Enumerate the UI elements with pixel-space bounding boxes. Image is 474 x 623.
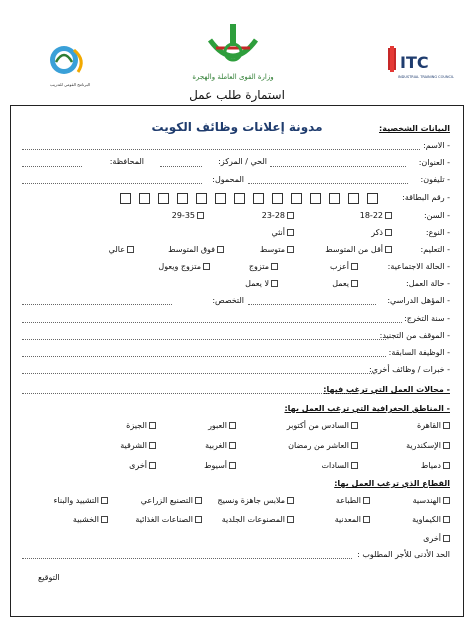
section-regions: - المناطق الجغرافية التي ترغب العمل بها:	[284, 404, 450, 413]
region-option[interactable]: العبور	[208, 421, 236, 430]
program-logo-caption: البرنامج القومي للتدريب	[49, 82, 91, 87]
id-digit-box[interactable]	[215, 193, 226, 204]
experience-label: - خبرات / وظائف أخري:	[369, 365, 450, 374]
experience-field[interactable]	[22, 373, 374, 374]
mobile-field[interactable]	[22, 183, 202, 184]
phone-label: - تليفون:	[420, 175, 450, 184]
specialization-field[interactable]	[22, 304, 172, 305]
svg-text:وزارة القوى العاملة والهجرة: وزارة القوى العاملة والهجرة	[192, 73, 274, 81]
region-option[interactable]: أخرى	[129, 461, 156, 470]
svg-text:ITC: ITC	[400, 53, 429, 72]
itc-logo	[386, 44, 458, 84]
sector-option[interactable]: التصنيع الزراعي	[141, 496, 202, 505]
marital-option-1[interactable]: أعزب	[330, 262, 358, 271]
age-label: - السن:	[423, 211, 450, 220]
sector-option[interactable]: الخشبية	[73, 515, 108, 524]
program-logo	[42, 40, 98, 86]
id-digit-box[interactable]	[234, 193, 245, 204]
id-digit-box[interactable]	[196, 193, 207, 204]
id-digit-box[interactable]	[272, 193, 283, 204]
svg-text:INDUSTRIAL TRAINING COUNCIL: INDUSTRIAL TRAINING COUNCIL	[398, 75, 454, 79]
previous-job-label: - الوظيفة السابقة:	[388, 348, 450, 357]
mobile-label: المحمول:	[212, 175, 244, 184]
ministry-logo	[192, 22, 274, 84]
id-digit-box[interactable]	[310, 193, 321, 204]
sector-option[interactable]: الطباعة	[336, 496, 370, 505]
qualification-label: - المؤهل الدراسي:	[387, 296, 450, 305]
form-subtitle: مدونة إعلانات وظائف الكويت	[151, 120, 323, 134]
military-label: - الموقف من التجنيد:	[379, 331, 450, 340]
region-option[interactable]: السادات	[321, 461, 358, 470]
name-label: - الاسم:	[423, 141, 450, 150]
page-title: استمارة طلب عمل	[189, 88, 285, 102]
previous-job-field[interactable]	[22, 356, 386, 357]
marital-option-2[interactable]: متزوج	[249, 262, 278, 271]
signature-label: التوقيع	[38, 573, 60, 582]
grad-year-label: - سنة التخرج:	[404, 314, 450, 323]
id-digit-box[interactable]	[348, 193, 359, 204]
work-status-label: - حالة العمل:	[406, 279, 450, 288]
name-field[interactable]	[22, 149, 420, 150]
id-digit-box[interactable]	[253, 193, 264, 204]
region-option[interactable]: دمياط	[421, 461, 450, 470]
education-option-1[interactable]: أقل من المتوسط	[325, 245, 392, 254]
education-option-4[interactable]: عالي	[109, 245, 134, 254]
sector-option[interactable]: المعدنية	[335, 515, 370, 524]
min-wage-label: الحد الأدنى للأجر المطلوب :	[357, 550, 450, 559]
district-field[interactable]	[160, 166, 202, 167]
section-personal: البيانات الشخصية:	[379, 124, 450, 133]
grad-year-field[interactable]	[22, 322, 402, 323]
work-option-2[interactable]: لا يعمل	[245, 279, 278, 288]
sector-option[interactable]: أخرى	[423, 534, 450, 543]
district-label: الحي / المركز:	[218, 157, 267, 166]
id-digit-box[interactable]	[367, 193, 378, 204]
region-option[interactable]: الجيزة	[126, 421, 156, 430]
work-option-1[interactable]: يعمل	[332, 279, 358, 288]
region-option[interactable]: القاهرة	[417, 421, 450, 430]
section-fields: - مجالات العمل التي ترغب فيها:	[323, 385, 450, 394]
phone-field[interactable]	[248, 183, 408, 184]
education-label: - التعليم:	[420, 245, 450, 254]
region-option[interactable]: الشرقية	[120, 441, 156, 450]
sector-option[interactable]: الهندسية	[413, 496, 450, 505]
age-option-2[interactable]: 23-28	[262, 211, 294, 220]
sector-option[interactable]: الكيماوية	[412, 515, 450, 524]
sector-option[interactable]: ملابس جاهزة ونسيج	[217, 496, 294, 505]
section-sector: القطاع الذي ترغب العمل بها:	[334, 479, 450, 488]
region-option[interactable]: أسيوط	[204, 461, 236, 470]
military-field[interactable]	[22, 339, 386, 340]
education-option-3[interactable]: فوق المتوسط	[168, 245, 224, 254]
sector-option[interactable]: التشييد والبناء	[54, 496, 108, 505]
sector-option[interactable]: المصنوعات الجلدية	[222, 515, 294, 524]
age-option-3[interactable]: 29-35	[172, 211, 204, 220]
region-option[interactable]: العاشر من رمضان	[288, 441, 358, 450]
region-option[interactable]: الغربية	[205, 441, 236, 450]
marital-option-3[interactable]: متزوج ويعول	[158, 262, 210, 271]
governorate-field[interactable]	[22, 166, 82, 167]
id-digit-box[interactable]	[291, 193, 302, 204]
gender-label: - النوع:	[425, 228, 450, 237]
governorate-label: المحافظة:	[109, 157, 144, 166]
id-digit-box[interactable]	[158, 193, 169, 204]
marital-label: - الحالة الاجتماعية:	[387, 262, 450, 271]
qualification-field[interactable]	[248, 304, 376, 305]
sector-option[interactable]: الصناعات الغذائية	[135, 515, 202, 524]
specialization-label: التخصص:	[212, 296, 244, 305]
gender-female[interactable]: أنثي	[271, 228, 294, 237]
region-option[interactable]: السادس من أكتوبر	[287, 421, 358, 430]
address-field[interactable]	[270, 166, 406, 167]
fields-line[interactable]	[22, 393, 352, 394]
id-digit-box[interactable]	[120, 193, 131, 204]
address-label: - العنوان:	[418, 158, 450, 167]
education-option-2[interactable]: متوسط	[260, 245, 294, 254]
id-digit-box[interactable]	[139, 193, 150, 204]
region-option[interactable]: الإسكندرية	[406, 441, 450, 450]
age-option-1[interactable]: 18-22	[360, 211, 392, 220]
min-wage-field[interactable]	[22, 558, 352, 559]
id-digit-box[interactable]	[329, 193, 340, 204]
gender-male[interactable]: ذكر	[371, 228, 392, 237]
id-label: - رقم البطاقة:	[402, 193, 450, 202]
id-digit-box[interactable]	[177, 193, 188, 204]
